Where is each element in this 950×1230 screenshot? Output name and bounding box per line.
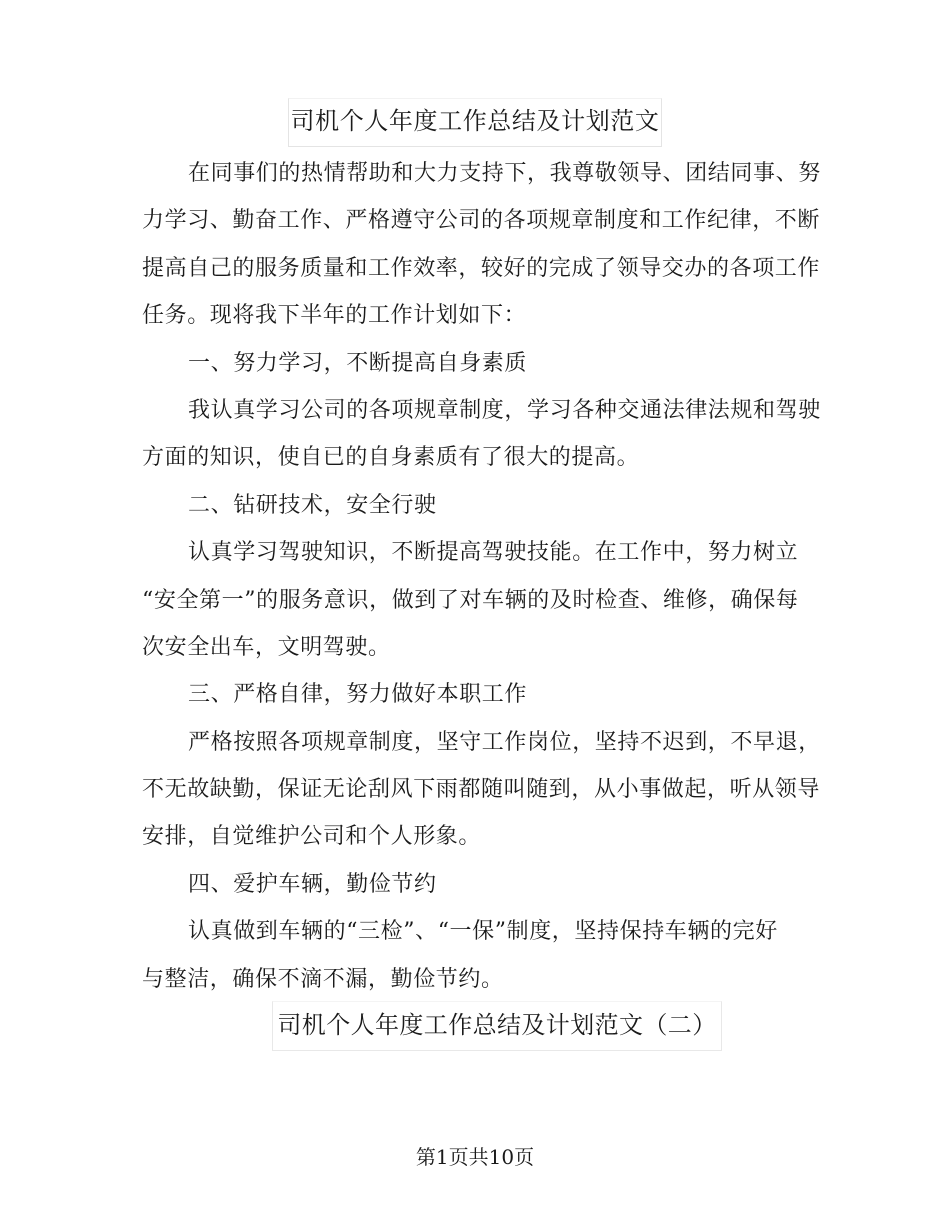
paragraph-line: 安排，自觉维护公司和个人形象。 <box>142 824 482 850</box>
paragraph-line: 次安全出车，文明驾驶。 <box>142 634 391 660</box>
next-section-title: 司机个人年度工作总结及计划范文（二） <box>272 1001 722 1051</box>
section-heading: 二、钻研技术，安全行驶 <box>188 492 437 518</box>
paragraph-line: 任务。现将我下半年的工作计划如下： <box>142 303 527 329</box>
paragraph-line: 不无故缺勤，保证无论刮风下雨都随叫随到，从小事做起，听从领导 <box>142 777 821 803</box>
next-title-container <box>142 1003 822 1050</box>
section-heading: 三、严格自律，努力做好本职工作 <box>188 682 528 708</box>
paragraph-line: 在同事们的热情帮助和大力支持下，我尊敬领导、团结同事、努 <box>188 161 821 186</box>
paragraph-line: 我认真学习公司的各项规章制度，学习各种交通法律法规和驾驶 <box>188 397 821 423</box>
document-body <box>142 150 822 1050</box>
paragraph-line: 认真做到车辆的“三检”、“一保”制度，坚持保持车辆的完好 <box>188 919 778 945</box>
section-heading: 四、爱护车辆，勤俭节约 <box>188 871 437 897</box>
paragraph-line: 严格按照各项规章制度，坚守工作岗位，坚持不迟到，不早退， <box>188 729 821 755</box>
section-heading: 一、努力学习，不断提高自身素质 <box>188 350 528 376</box>
document-title: 司机个人年度工作总结及计划范文 <box>288 98 662 147</box>
paragraph-line: “安全第一”的服务意识，做到了对车辆的及时检查、维修，确保每 <box>142 587 799 613</box>
paragraph-line: 方面的知识，使自已的自身素质有了很大的提高。 <box>142 445 640 471</box>
paragraph-line: 与整洁，确保不滴不漏，勤俭节约。 <box>142 966 504 992</box>
paragraph-line: 力学习、勤奋工作、严格遵守公司的各项规章制度和工作纪律，不断 <box>142 208 821 234</box>
page-number-footer: 第1页共10页 <box>415 1145 535 1169</box>
paragraph-line: 认真学习驾驶知识，不断提高驾驶技能。在工作中，努力树立 <box>188 540 799 566</box>
paragraph-line: 提高自己的服务质量和工作效率，较好的完成了领导交办的各项工作 <box>142 255 821 281</box>
